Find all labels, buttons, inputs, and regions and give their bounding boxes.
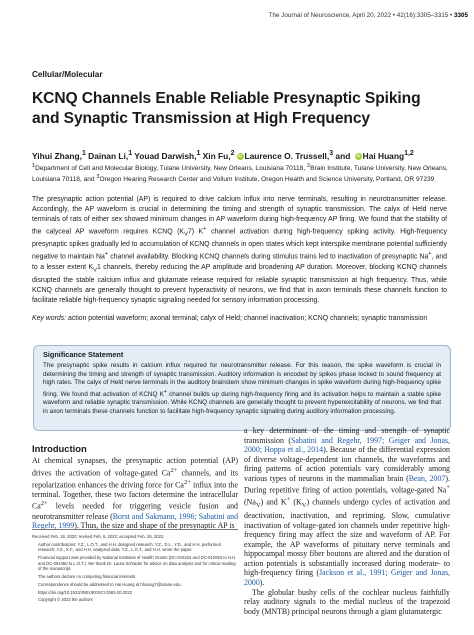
subscript: V bbox=[255, 502, 261, 510]
body-text: ). During repetitive firing of action potentials, voltage-gated Na bbox=[244, 473, 450, 495]
author-affil-sup: 2 bbox=[230, 150, 235, 157]
affil-sup: 1 bbox=[32, 163, 36, 169]
affiliation-text: Department of Cell and Molecular Biology, Tulane University, New Orleans, Louisiana 70118, bbox=[35, 165, 308, 173]
section-label: Cellular/Molecular bbox=[32, 70, 103, 79]
journal-citation: The Journal of Neuroscience, April 20, 2022 • 42(16):3305–3315 • bbox=[268, 12, 453, 19]
body-text: ) channels undergo cycles of activation and deactivation, inactivation, and repriming. Slow, cumulative inactivation of voltage-gated ion channels under repetitive high-frequency firing may affect the size and waveform of AP. For example, the AP waveforms of pituitary nerve terminals and hippocampal mossy fiber boutons are altered and the duration of action potentials is substantially increased during moderate- to high-frequency firing ( bbox=[244, 498, 450, 578]
author-affil-sup: 1 bbox=[196, 150, 201, 157]
significance-text-part: channel builds up during high-frequency firing and its activation helps to maintain a stable spike waveform and reliable synaptic transmission. While KCNQ channels are generally thought to prevent hyperexcitability of neurons, we find that in axon terminals these channels function to facilitate high-frequency synaptic signaling during auditory information processing. bbox=[43, 390, 441, 415]
author-name[interactable]: Yihui Zhang, bbox=[32, 150, 82, 161]
superscript: 2+ bbox=[40, 500, 48, 508]
body-text: channels, and its repolarization enhances the driving force for Ca bbox=[32, 468, 238, 490]
footnotes bbox=[32, 529, 238, 605]
author-affil-sup: 1 bbox=[128, 150, 133, 157]
citation-link[interactable]: Bean, 2007 bbox=[408, 473, 446, 483]
citation-link[interactable]: Jackson et al., 1991; Geiger and Jonas, 2000 bbox=[244, 568, 450, 588]
superscript: 2+ bbox=[183, 478, 191, 486]
author-contributions: Author contributions: Y.Z., L.O.T., and H.H. designed research; Y.Z., D.L., Y.D., and H.H. performed research; Y.Z., X.F., and H.H. analyzed data; Y.Z., L.O.T., and H.H. wrote the paper. bbox=[38, 541, 221, 553]
affiliation-text: Oregon Hearing Research Center and Vollum Institute, Oregon Health and Science University, Portland, OR 97239 bbox=[99, 176, 435, 184]
superscript: + bbox=[286, 496, 291, 504]
citation-link[interactable]: Borst and Sakmann, 1996; Sabatini and Regehr, 1999 bbox=[32, 511, 239, 531]
body-text: ) and K bbox=[260, 498, 287, 508]
left-column bbox=[32, 443, 238, 531]
author-name[interactable]: Xin Fu, bbox=[200, 150, 231, 161]
superscript: + bbox=[163, 388, 167, 395]
affil-sup: 3 bbox=[96, 174, 100, 181]
subscript: V bbox=[301, 502, 307, 510]
superscript: + bbox=[446, 484, 450, 492]
introduction-heading: Introduction bbox=[32, 443, 87, 454]
body-text: ). Because of the differential expression of diverse voltage-dependent ion channels, the waveforms and firing patterns of action potentials vary considerably among various types of neurons in the mammalian brain ( bbox=[244, 445, 450, 483]
subscript: V bbox=[184, 231, 188, 238]
body-text: a key determinant of the timing and strength of synaptic transmission ( bbox=[244, 426, 450, 445]
author-name[interactable]: Hai Huang bbox=[362, 150, 405, 161]
affil-sup: 2 bbox=[307, 163, 311, 169]
body-text: The globular bushy cells of the cochlear nucleus faithfully relay auditory signals to the medial nucleus of the trapezoid body (MNTB) principal neurons through a giant glutamatergic bbox=[244, 587, 450, 616]
abstract bbox=[32, 195, 447, 306]
body-text: ). bbox=[259, 578, 265, 588]
abstract-text: channel availability. Blocking KCNQ channels during stimulus trains led to inactivation of presynaptic Na bbox=[108, 253, 429, 261]
abstract-text: 7) K bbox=[187, 228, 204, 236]
superscript: 2+ bbox=[170, 466, 178, 474]
correspondence-note: Correspondence should be addressed to Hai Huang at hhuang7@tulane.edu. bbox=[38, 581, 182, 587]
author-affil-sup: 1 bbox=[81, 150, 86, 157]
right-column bbox=[244, 426, 450, 616]
abstract-text: channel activation during high-frequency spiking activity. High-frequency presynaptic spikes gradually led to accumulation of KCNQ channels in open states which kept interspike membrane potential sufficiently negative to maintain Na bbox=[32, 228, 447, 261]
affiliation-text: Brain Institute, Tulane University, New Orleans, Louisiana 70118, and bbox=[32, 165, 448, 184]
author-affil-sup: 3 bbox=[329, 150, 334, 157]
orcid-icon[interactable] bbox=[355, 153, 362, 160]
body-text: levels needed for triggering vesicle fusion and neurotransmitter release ( bbox=[32, 502, 238, 521]
body-paragraph bbox=[244, 426, 450, 588]
abstract-text: The presynaptic action potential (AP) is required to drive calcium influx into nerve terminals, resulting in neurotransmitter release. Accordingly, the AP waveform is crucial in determining the timing and strength of synaptic transmission. The calyx of Held nerve terminals of rats of either sex showed minimum changes in AP waveform during high-frequency AP firing. We found that the stability of the calyceal AP waveform requires KCNQ (K bbox=[32, 196, 447, 236]
conflict-note: The authors declare no competing financial interests. bbox=[38, 574, 137, 580]
body-text: (K bbox=[290, 498, 302, 508]
author-affil-sup: 1,2 bbox=[404, 150, 414, 157]
keywords bbox=[32, 314, 447, 324]
funding-note: Financial support was provided by National Institutes of Health Grants (DC-016324 and DC-012063 to H.H. and DC-004450 to L.O.T.). We thank Dr. Laura Schrader for advice on data analysis and for critical reading of the manuscript. bbox=[38, 555, 237, 572]
significance-text-part: The presynaptic spike results in calcium influx required for neurotransmitter release. For this reason, the spike waveform is crucial in determining the timing and strength of synaptic transmission. Auditory information is encoded by spikes phase locked to sound frequency at high rates. The calyx of Held nerve terminals in the auditory brainstem show minimum changes in spike waveform during high-frequency spike firing. We found that activation of KCNQ K bbox=[43, 362, 441, 398]
journal-header bbox=[254, 12, 468, 19]
keywords-text: action potential waveform; axonal terminal; calyx of Held; channel inactivation; KCNQ channels; synaptic transmission bbox=[66, 315, 428, 322]
subscript: V bbox=[93, 267, 97, 274]
author-name[interactable]: Youad Darwish, bbox=[132, 150, 197, 161]
body-text: ). Thus, the size and shape of the presynaptic AP is bbox=[74, 521, 235, 531]
keywords-label: Key words: bbox=[32, 315, 67, 322]
author-list bbox=[32, 150, 452, 161]
abstract-text: , and to a lesser extent K bbox=[32, 253, 447, 271]
significance-title: Significance Statement bbox=[43, 350, 124, 359]
abstract-text: 1 channels, thereby reducing the AP amplitude and broadening AP duration. Moreover, blocking KCNQ channels disrupted the stable calcium influx and glutamate release required for reliable synaptic transmission at high frequency. Thus, while KCNQ channels are generally thought to prevent hyperactivity of neurons, we find that in axon terminals these channels function to facilitate reliable high-frequency synaptic signaling needed for sensory information processing. bbox=[32, 263, 448, 304]
body-text: (Na bbox=[244, 498, 256, 508]
author-name[interactable]: Laurence O. Trussell, bbox=[244, 150, 330, 161]
orcid-icon[interactable] bbox=[237, 153, 244, 160]
body-text: influx into the terminal. Together, these two factors determine the intracellular Ca bbox=[32, 480, 238, 512]
introduction-paragraph bbox=[32, 456, 238, 531]
copyright-note: Copyright © 2022 the authors bbox=[38, 597, 93, 603]
significance-statement-box bbox=[33, 345, 451, 431]
superscript: + bbox=[428, 251, 432, 258]
article-title: KCNQ Channels Enable Reliable Presynaptic Spiking and Synaptic Transmission at High Frequency bbox=[32, 90, 421, 127]
page-number: 3305 bbox=[453, 12, 468, 19]
received-dates: Received Feb. 16, 2020; revised Feb. 6, 2022; accepted Feb. 26, 2022. bbox=[32, 534, 165, 539]
superscript: + bbox=[104, 251, 109, 258]
superscript: + bbox=[203, 225, 207, 232]
body-text: At chemical synapses, the presynaptic action potential (AP) drives the activation of voltage-gated Ca bbox=[32, 456, 238, 478]
citation-link[interactable]: Sabatini and Regehr, 1997; Geiger and Jonas, 2000; Hoppa et al., 2014 bbox=[244, 435, 450, 455]
author-conjunction: and bbox=[333, 150, 353, 161]
affiliations bbox=[32, 162, 450, 185]
author-name[interactable]: Dainan Li, bbox=[85, 150, 129, 161]
significance-text bbox=[43, 362, 441, 416]
doi-link[interactable]: https://doi.org/10.1523/JNEUROSCI.0363-20.2022 bbox=[38, 589, 133, 595]
body-paragraph bbox=[244, 588, 450, 617]
abstract-paragraph bbox=[32, 195, 447, 306]
